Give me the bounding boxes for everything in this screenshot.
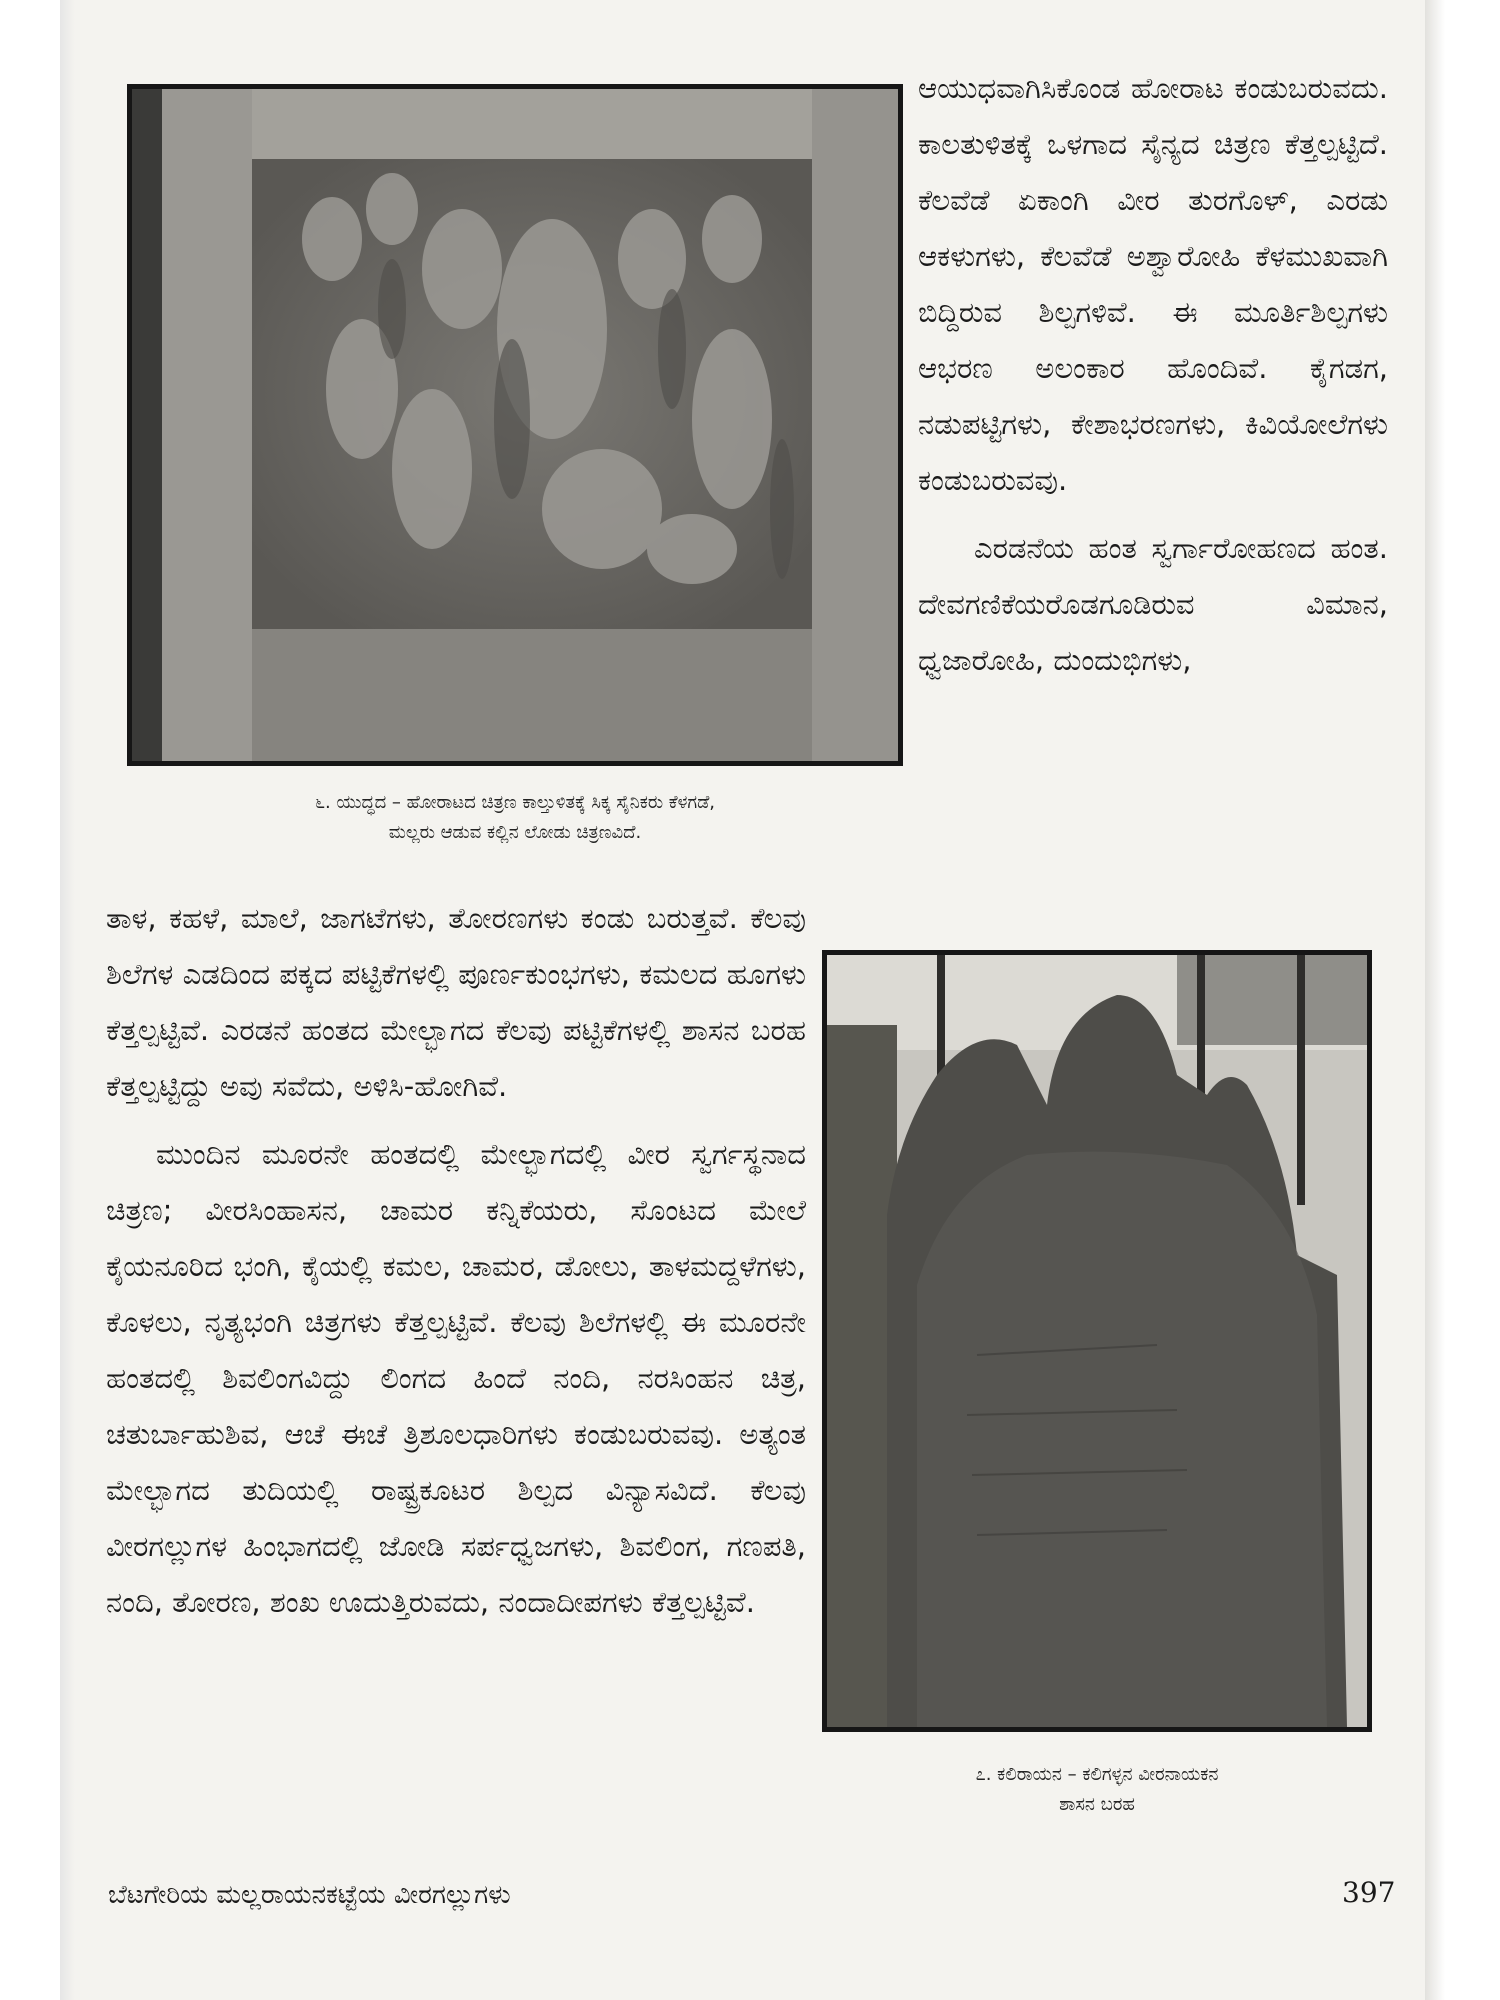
figure-1-battle-relief-photo xyxy=(127,84,903,766)
figure-1-caption xyxy=(127,788,903,848)
figure-2-caption xyxy=(822,1760,1372,1820)
inscription-stone-image xyxy=(827,955,1367,1727)
figure-2-caption-line-1: ೭. ಕಲಿರಾಯನ – ಕಲಿಗಳ್ಳನ ವೀರನಾಯಕನ xyxy=(975,1764,1219,1785)
left-paragraph-1: ತಾಳ, ಕಹಳೆ, ಮಾಲೆ, ಜಾಗಟೆಗಳು, ತೋರಣಗಳು ಕಂಡು ಬರುತ್ತವೆ. ಕೆಲವು ಶಿಲೆಗಳ ಎಡದಿಂದ ಪಕ್ಕದ ಪಟ್ಟಿಕೆಗಳಲ್ಲಿ ಪೂರ್ಣಕುಂಭಗಳು, ಕಮಲದ ಹೂಗಳು ಕೆತ್ತಲ್ಪಟ್ಟಿವೆ. ಎರಡನೆ ಹಂತದ ಮೇಲ್ಭಾಗದ ಕೆಲವು ಪಟ್ಟಿಕೆಗಳಲ್ಲಿ ಶಾಸನ ಬರಹ ಕೆತ್ತಲ್ಪಟ್ಟಿದ್ದು ಅವು ಸವೆದು, ಅಳಿಸಿ-ಹೋಗಿವೆ. xyxy=(106,901,806,1103)
running-head: ಬೆಟಗೇರಿಯ ಮಲ್ಲರಾಯನಕಟ್ಟೆಯ ವೀರಗಲ್ಲುಗಳು xyxy=(108,1880,511,1910)
left-paragraph-2: ಮುಂದಿನ ಮೂರನೇ ಹಂತದಲ್ಲಿ ಮೇಲ್ಭಾಗದಲ್ಲಿ ವೀರ ಸ್ವರ್ಗಸ್ಥನಾದ ಚಿತ್ರಣ; ವೀರಸಿಂಹಾಸನ, ಚಾಮರ ಕನ್ನಿಕೆಯರು, ಸೊಂಟದ ಮೇಲೆ ಕೈಯನೂರಿದ ಭಂಗಿ, ಕೈಯಲ್ಲಿ ಕಮಲ, ಚಾಮರ, ಡೋಲು, ತಾಳಮದ್ದಳೆಗಳು, ಕೊಳಲು, ನೃತ್ಯಭಂಗಿ ಚಿತ್ರಗಳು ಕೆತ್ತಲ್ಪಟ್ಟಿವೆ. ಕೆಲವು ಶಿಲೆಗಳಲ್ಲಿ ಈ ಮೂರನೇ ಹಂತದಲ್ಲಿ ಶಿವಲಿಂಗವಿದ್ದು ಲಿಂಗದ ಹಿಂದೆ ನಂದಿ, ನರಸಿಂಹನ ಚಿತ್ರ, ಚತುರ್ಬಾಹುಶಿವ, ಆಚೆ ಈಚೆ ತ್ರಿಶೂಲಧಾರಿಗಳು ಕಂಡುಬರುವವು. ಅತ್ಯಂತ ಮೇಲ್ಭಾಗದ ತುದಿಯಲ್ಲಿ ರಾಷ್ಟ್ರಕೂಟರ ಶಿಲ್ಪದ ವಿನ್ಯಾಸವಿದೆ. ಕೆಲವು ವೀರಗಲ್ಲುಗಳ ಹಿಂಭಾಗದಲ್ಲಿ ಜೋಡಿ ಸರ್ಪಧ್ವಜಗಳು, ಶಿವಲಿಂಗ, ಗಣಪತಿ, ನಂದಿ, ತೋರಣ, ಶಂಖ ಊದುತ್ತಿರುವದು, ನಂದಾದೀಪಗಳು ಕೆತ್ತಲ್ಪಟ್ಟಿವೆ. xyxy=(106,1137,806,1619)
page-edge xyxy=(1425,0,1445,2000)
figure-1-caption-line-2: ಮಲ್ಲರು ಆಡುವ ಕಲ್ಲಿನ ಲೋಡು ಚಿತ್ರಣವಿದೆ. xyxy=(388,822,642,843)
figure-2-caption-line-2: ಶಾಸನ ಬರಹ xyxy=(1059,1794,1135,1815)
page-number: 397 xyxy=(1342,1876,1396,1909)
right-paragraph-1: ಆಯುಧವಾಗಿಸಿಕೊಂಡ ಹೋರಾಟ ಕಂಡುಬರುವದು. ಕಾಲತುಳಿತಕ್ಕೆ ಒಳಗಾದ ಸೈನ್ಯದ ಚಿತ್ರಣ ಕೆತ್ತಲ್ಪಟ್ಟಿದೆ. ಕೆಲವೆಡೆ ಏಕಾಂಗಿ ವೀರ ತುರಗೊಳ್, ಎರಡು ಆಕಳುಗಳು, ಕೆಲವೆಡೆ ಅಶ್ವಾರೋಹಿ ಕೆಳಮುಖವಾಗಿ ಬಿದ್ದಿರುವ ಶಿಲ್ಪಗಳಿವೆ. ಈ ಮೂರ್ತಿಶಿಲ್ಪಗಳು ಆಭರಣ ಅಲಂಕಾರ ಹೊಂದಿವೆ. ಕೈಗಡಗ, ನಡುಪಟ್ಟಿಗಳು, ಕೇಶಾಭರಣಗಳು, ಕಿವಿಯೋಲೆಗಳು ಕಂಡುಬರುವವು. xyxy=(918,71,1388,497)
left-text-column xyxy=(106,890,806,1630)
page-gutter-shadow xyxy=(60,0,75,2000)
battle-relief-image xyxy=(132,89,898,761)
right-text-column xyxy=(918,60,1388,688)
right-paragraph-2: ಎರಡನೆಯ ಹಂತ ಸ್ವರ್ಗಾರೋಹಣದ ಹಂತ. ದೇವಗಣಿಕೆಯರೊಡಗೂಡಿರುವ ವಿಮಾನ, ಧ್ವಜಾರೋಹಿ, ದುಂದುಭಿಗಳು, xyxy=(918,531,1388,677)
figure-2-inscription-stone-photo xyxy=(822,950,1372,1732)
figure-1-caption-line-1: ೬. ಯುದ್ಧದ – ಹೋರಾಟದ ಚಿತ್ರಣ ಕಾಲ್ತುಳಿತಕ್ಕೆ ಸಿಕ್ಕ ಸೈನಿಕರು ಕೆಳಗಡೆ, xyxy=(314,792,716,813)
